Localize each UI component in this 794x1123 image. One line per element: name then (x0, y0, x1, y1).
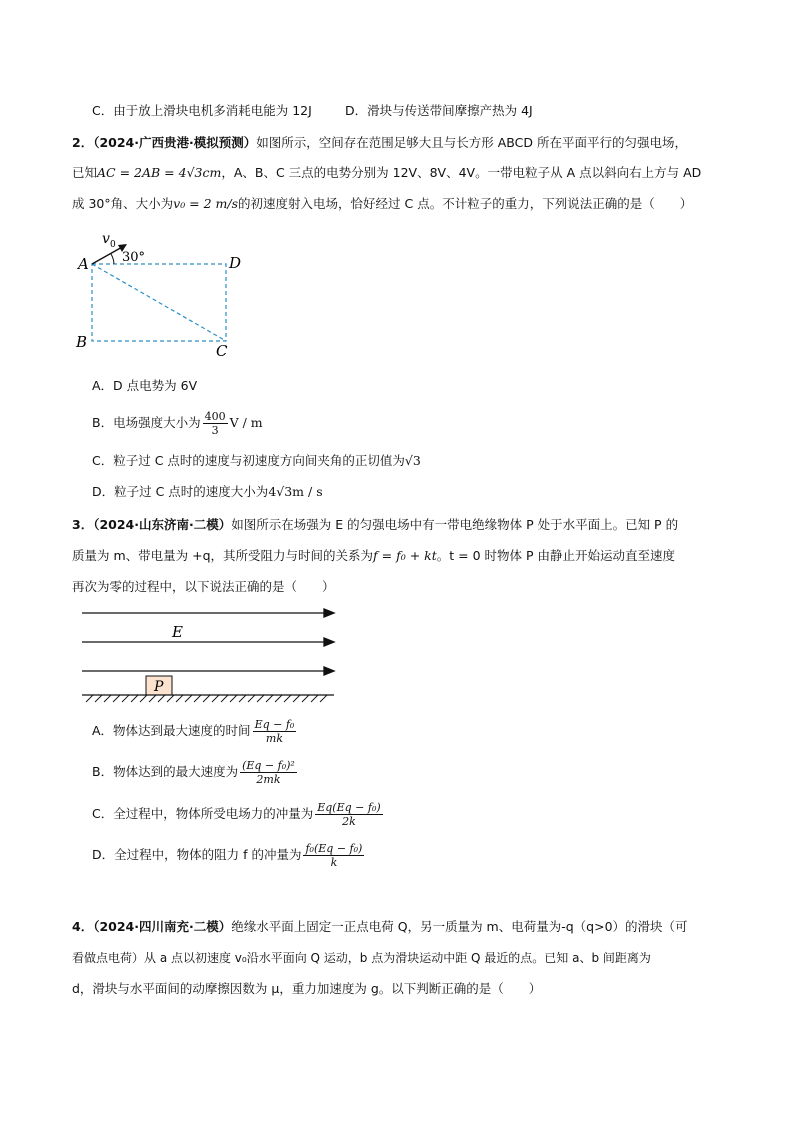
q2-text-2a: 已知 (72, 165, 98, 180)
label-e: E (172, 623, 183, 641)
v0-arrow (92, 246, 124, 264)
diagonal-ac (92, 264, 226, 341)
q3-option-d (92, 840, 366, 870)
q3-option-d-den: k (330, 856, 338, 869)
label-a: A (78, 255, 89, 273)
q2-text-3b: 的初速度射入电场，恰好经过 C 点。不计粒子的重力，下列说法正确的是（ ） (238, 196, 693, 211)
q3-text-2b: 。t = 0 时物体 P 由静止开始运动直至速度 (436, 548, 675, 563)
q4-source: （2024·四川南充·二模） (93, 919, 232, 934)
q2-line-2 (72, 163, 701, 183)
q3-option-a-text: A．物体达到最大速度的时间 (92, 723, 251, 738)
label-c: C (216, 342, 228, 360)
q3-option-d-text: D．全过程中，物体的阻力 f 的冲量为 (92, 847, 302, 862)
q2-option-a: A．D 点电势为 6V (92, 378, 198, 393)
q3-option-d-num: f₀(Eq − f₀) (305, 842, 363, 855)
q2-line-3 (72, 194, 692, 214)
q3-option-c-text: C．全过程中，物体所受电场力的冲量为 (92, 806, 314, 821)
q3-text-1: 如图所示在场强为 E 的匀强电场中有一带电绝缘物体 P 处于水平面上。已知 P 的 (231, 517, 679, 532)
q3-option-d-fraction (303, 842, 364, 869)
q3-option-c (92, 799, 385, 829)
q2-text-2b: ，A、B、C 三点的电势分别为 12V、8V、4V。一带电粒子从 A 点以斜向右上方与 AD (221, 165, 702, 180)
q3-option-c-fraction (315, 801, 382, 828)
q2-option-c-text: C．粒子过 C 点时的速度与初速度方向间夹角的正切值为 (92, 453, 405, 468)
q2-option-b-num: 400 (204, 410, 226, 423)
q2-option-b-text: B．电场强度大小为 (92, 415, 201, 430)
q3-option-a-num: Eq − f₀ (254, 718, 295, 731)
q3-option-a-den: mk (265, 732, 283, 745)
q2-text-1: 如图所示，空间存在范围足够大且与长方形 ABCD 所在平面平行的匀强电场， (256, 135, 687, 150)
q2-option-d-text: D．粒子过 C 点时的速度大小为 (92, 484, 269, 499)
q1-option-d: D．滑块与传送带间摩擦产热为 4J (345, 103, 533, 118)
label-d: D (229, 254, 242, 272)
label-p: P (154, 679, 164, 695)
label-v-sub: 0 (110, 240, 116, 250)
q3-option-a-fraction (253, 718, 297, 745)
q3-text-2a: 质量为 m、带电量为 +q，其所受阻力与时间的关系为 (72, 548, 374, 563)
q4-line-1 (72, 917, 688, 937)
ground-hatching (86, 695, 327, 702)
label-v: v (102, 231, 110, 247)
q3-line-2 (72, 546, 675, 566)
q3-eq-f: f = f₀ + kt (373, 548, 437, 563)
angle-arc (111, 254, 114, 264)
q3-option-b-den: 2mk (256, 773, 281, 786)
q3-option-b-text: B．物体达到的最大速度为 (92, 764, 239, 779)
q2-option-d-value: 4√3m / s (268, 484, 323, 499)
q3-source: （2024·山东济南·二模） (93, 517, 232, 532)
q3-option-b-num: (Eq − f₀)² (242, 759, 295, 772)
q3-option-a (92, 716, 298, 746)
q2-option-b-den: 3 (211, 424, 219, 437)
q4-text-1: 绝缘水平面上固定一正点电荷 Q，另一质量为 m、电荷量为-q（q>0）的滑块（可 (231, 919, 688, 934)
q2-eq-ac: AC = 2AB = 4√3cm (97, 165, 222, 180)
q4-line-3: d，滑块与水平面间的动摩擦因数为 μ，重力加速度为 g。以下判断正确的是（ ） (72, 981, 542, 996)
q3-field-figure (78, 604, 340, 704)
q3-option-c-den: 2k (342, 815, 356, 828)
q2-source: （2024·广西贵港·模拟预测） (93, 135, 257, 150)
q3-option-b (92, 757, 299, 787)
q3-line-3: 再次为零的过程中，以下说法正确的是（ ） (72, 579, 335, 594)
q2-option-b-unit: V / m (229, 415, 263, 430)
q4-number: 4． (72, 919, 94, 934)
q4-line-2: 看做点电荷）从 a 点以初速度 v₀沿水平面向 Q 运动，b 点为滑块运动中距 Q 最近的点。已知 a、b 间距离为 (72, 951, 651, 965)
label-angle: 30° (122, 250, 146, 265)
q2-option-b (92, 408, 263, 438)
q2-option-c-value: √3 (404, 453, 421, 468)
q2-option-c (92, 451, 421, 471)
label-b: B (76, 333, 88, 351)
q2-line-1 (72, 133, 687, 153)
q2-eq-v0: v₀ = 2 m/s (173, 196, 239, 211)
q3-number: 3． (72, 517, 94, 532)
q2-option-d (92, 482, 323, 502)
q3-line-1 (72, 515, 678, 535)
q1-option-c: C．由于放上滑块电机多消耗电能为 12J (92, 103, 312, 118)
q2-text-3a: 成 30°角、大小为 (72, 196, 174, 211)
q2-number: 2． (72, 135, 94, 150)
q3-option-c-num: Eq(Eq − f₀) (317, 801, 381, 814)
q3-option-b-fraction (240, 759, 297, 786)
q2-rectangle-figure (70, 226, 260, 362)
q2-option-b-fraction (203, 410, 228, 437)
